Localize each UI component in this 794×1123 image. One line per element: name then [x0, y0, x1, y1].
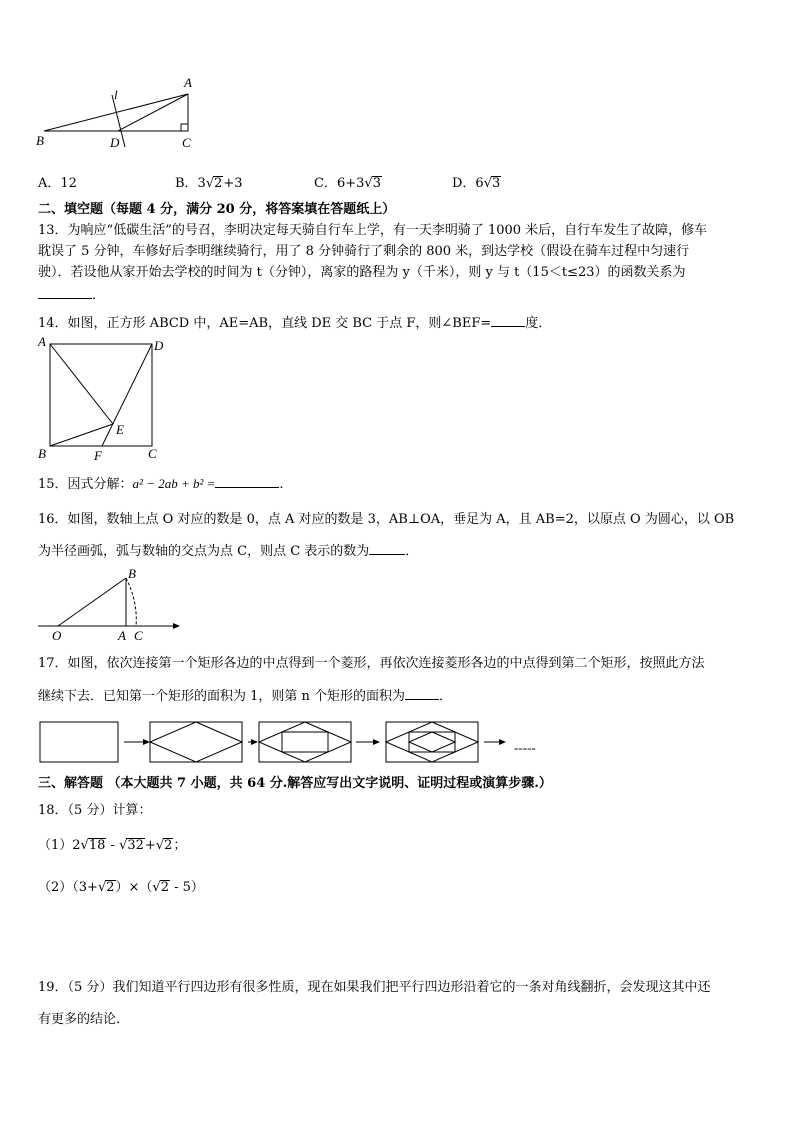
label-C: C — [134, 628, 143, 643]
option-c-pre: C．6+3 — [314, 176, 365, 191]
q15-answer-blank[interactable] — [215, 475, 279, 488]
q14-text: 14．如图，正方形 ABCD 中，AE=AB，直线 DE 交 BC 于点 F，则∠BEF= 度． — [38, 316, 552, 331]
q17-answer-blank[interactable] — [405, 687, 439, 700]
q13-line-3: 驶）．若设他从家开始去学校的时间为 t（分钟），离家的路程为 y（千米），则 y 与 t（15＜t≤23）的函数关系为 — [38, 265, 686, 280]
q15-expression: a² − 2ab + b² = — [132, 476, 216, 491]
q18-heading: 18．（5 分）计算： — [38, 803, 152, 818]
option-b-pre: B．3 — [175, 176, 206, 191]
label-F: F — [94, 448, 102, 462]
label-A: A — [38, 334, 46, 349]
option-a: A．12 — [38, 176, 77, 191]
label-B: B — [128, 566, 136, 581]
label-B: B — [38, 446, 46, 461]
label-D: D — [154, 338, 164, 353]
q14-answer-blank[interactable] — [491, 314, 525, 327]
q13-line-4: ． — [38, 286, 105, 304]
figure-numberline-q16 — [30, 564, 190, 644]
section-3-title: 三、解答题 （本大题共 7 小题，共 64 分.解答应写出文字说明、证明过程或演算步骤.） — [38, 776, 552, 791]
q16-line-1: 16．如图，数轴上点 O 对应的数是 0，点 A 对应的数是 3，AB⊥OA，垂足为 A，且 AB=2，以原点 O 为圆心，以 OB — [38, 512, 735, 527]
q18-part-2: （2）（3+√2）×（√2 - 5） — [38, 880, 204, 895]
option-d: D．6√3 — [452, 176, 501, 191]
label-l: l — [114, 87, 118, 102]
option-b-post: +3 — [223, 176, 243, 191]
q13-answer-blank[interactable] — [38, 286, 92, 299]
figure-triangle-q12 — [30, 75, 210, 155]
label-C: C — [182, 135, 191, 150]
continuation-dashes: ----- — [514, 740, 536, 755]
q16-line-2: 为半径画弧，弧与数轴的交点为点 C，则点 C 表示的数为 ． — [38, 544, 419, 559]
option-b-radicand: 2 — [214, 176, 223, 191]
option-d-pre: D．6 — [452, 176, 484, 191]
figure-square-q14 — [30, 334, 170, 462]
q17-line-2: 继续下去．已知第一个矩形的面积为 1，则第 n 个矩形的面积为 ． — [38, 689, 453, 704]
label-A: A — [184, 75, 192, 90]
q15-text: 15．因式分解：a² − 2ab + b² = . — [38, 476, 284, 492]
q18-part-1: （1）2√18 - √32+√2； — [38, 838, 187, 853]
label-D: D — [110, 135, 120, 150]
label-C: C — [148, 446, 157, 461]
q13-line-2: 耽误了 5 分钟，车修好后李明继续骑行，用了 8 分钟骑行了剩余的 800 米，到达学校（假设在骑车过程中匀速行 — [38, 244, 690, 259]
option-c: C．6+3√3 — [314, 176, 381, 191]
label-O: O — [52, 628, 62, 643]
label-E: E — [116, 422, 124, 437]
section-2-title: 二、填空题（每题 4 分，满分 20 分，将答案填在答题纸上） — [38, 202, 396, 217]
label-B: B — [36, 133, 44, 148]
q19-line-1: 19．（5 分）我们知道平行四边形有很多性质，现在如果我们把平行四边形沿着它的一条对角线翻折，会发现这其中还 — [38, 980, 711, 995]
option-c-radicand: 3 — [372, 176, 381, 191]
q19-line-2: 有更多的结论． — [38, 1012, 130, 1027]
q13-line-1: 13．为响应“低碳生活”的号召，李明决定每天骑自行车上学，有一天李明骑了 1000 米后，自行车发生了故障，修车 — [38, 223, 708, 238]
option-d-radicand: 3 — [492, 176, 501, 191]
q16-answer-blank[interactable] — [369, 542, 405, 555]
option-b: B．3√2+3 — [175, 176, 243, 191]
label-A: A — [118, 628, 126, 643]
q17-line-1: 17．如图，依次连接第一个矩形各边的中点得到一个菱形，再依次连接菱形各边的中点得到第二个矩形，按照此方法 — [38, 656, 705, 671]
figure-rectangles-q17 — [36, 718, 556, 766]
